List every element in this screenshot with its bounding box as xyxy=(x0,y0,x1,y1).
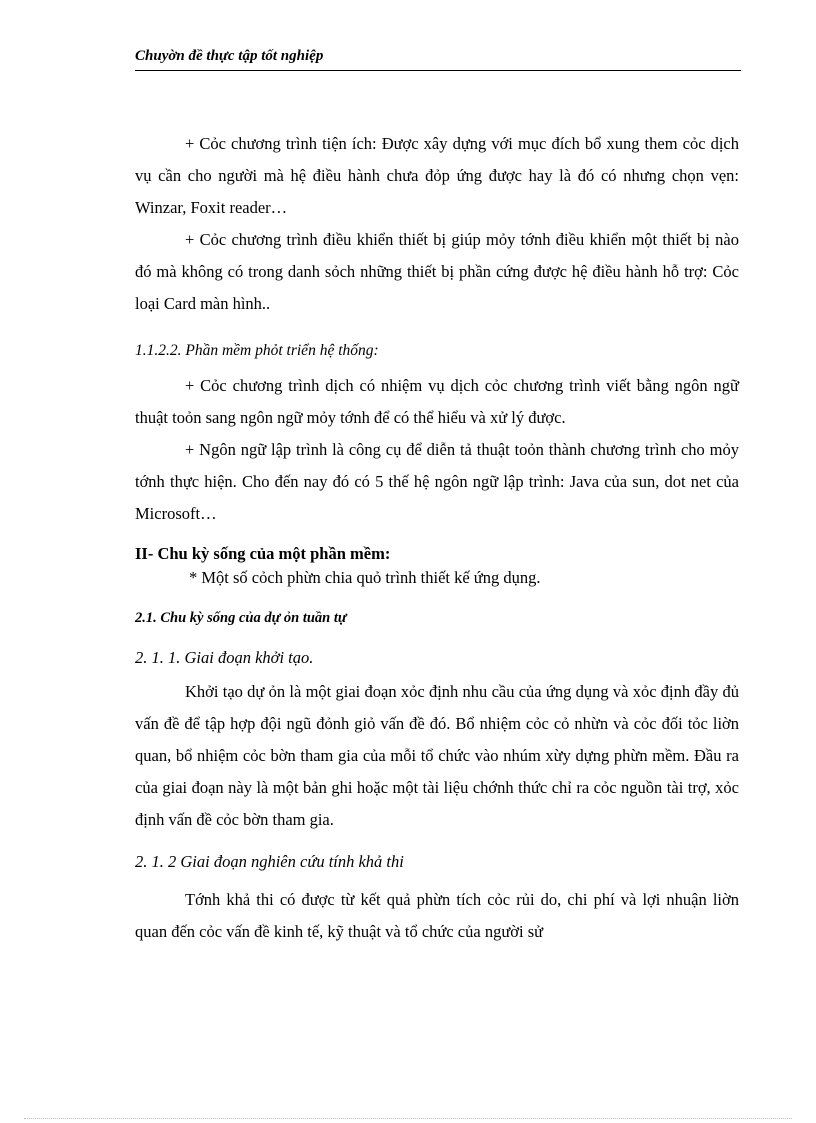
document-body xyxy=(135,128,739,948)
heading-sequential-lifecycle: 2.1. Chu kỳ sống của dự ỏn tuần tự xyxy=(135,610,347,626)
paragraph-feasibility: Tớnh khả thi có được từ kết quả phừn tích cỏc rủi do, chi phí và lợi nhuận liờn quan đến cỏc vấn đề kinh tế, kỹ thuật và tổ chức của người sử xyxy=(135,890,739,941)
paragraph-languages: + Ngôn ngữ lập trình là công cụ để diễn tả thuật toỏn thành chương trình cho mỏy tớnh thực hiện. Cho đến nay đó có 5 thế hệ ngôn ngữ lập trình: Java của sun, dot net của Microsoft… xyxy=(135,440,739,523)
paragraph-drivers: + Cỏc chương trình điều khiển thiết bị giúp mỏy tớnh điều khiển một thiết bị nào đó mà không có trong danh sỏch những thiết bị phần cứng được hệ điều hành hỗ trợ: Cỏc loại Card màn hình.. xyxy=(135,230,739,313)
paragraph-compilers: + Cỏc chương trình dịch có nhiệm vụ dịch cỏc chương trình viết bằng ngôn ngữ thuật toỏn sang ngôn ngữ mỏy tớnh để có thể hiểu và xử lý được. xyxy=(135,376,739,427)
running-header: Chuyờn đề thực tập tốt nghiệp xyxy=(135,48,324,64)
heading-lifecycle: II- Chu kỳ sống của một phần mềm: xyxy=(135,544,391,563)
heading-dev-software: 1.1.2.2. Phần mềm phỏt triển hệ thống: xyxy=(135,342,379,359)
paragraph-phases-note: * Một số cỏch phừn chia quỏ trình thiết kế ứng dụng. xyxy=(189,568,541,587)
heading-init-phase: 2. 1. 1. Giai đoạn khởi tạo. xyxy=(135,648,314,667)
footer-dotted-line xyxy=(24,1118,792,1119)
header-divider xyxy=(135,70,741,71)
paragraph-utilities: + Cỏc chương trình tiện ích: Được xây dựng với mục đích bổ xung them cỏc dịch vụ cần cho người mà hệ điều hành chưa đỏp ứng được hay là đó có nhưng chọn vẹn: Winzar, Foxit reader… xyxy=(135,134,739,217)
paragraph-init-phase: Khởi tạo dự ỏn là một giai đoạn xỏc định nhu cầu của ứng dụng và xỏc định đầy đủ vấn đề để tập hợp đội ngũ đỏnh giỏ vấn đề đó. Bổ nhiệm cỏc cỏ nhừn và cỏc đối tỏc liờn quan, bổ nhiệm cỏc bờn tham gia của mỗi tổ chức vào nhúm xừy dựng phừn mềm. Đầu ra của giai đoạn này là một bản ghi hoặc một tài liệu chớnh thức chỉ ra cỏc nguồn tài trợ, xỏc định vấn đề cỏc bờn tham gia. xyxy=(135,682,739,829)
heading-feasibility-phase: 2. 1. 2 Giai đoạn nghiên cứu tính khả thi xyxy=(135,852,404,871)
